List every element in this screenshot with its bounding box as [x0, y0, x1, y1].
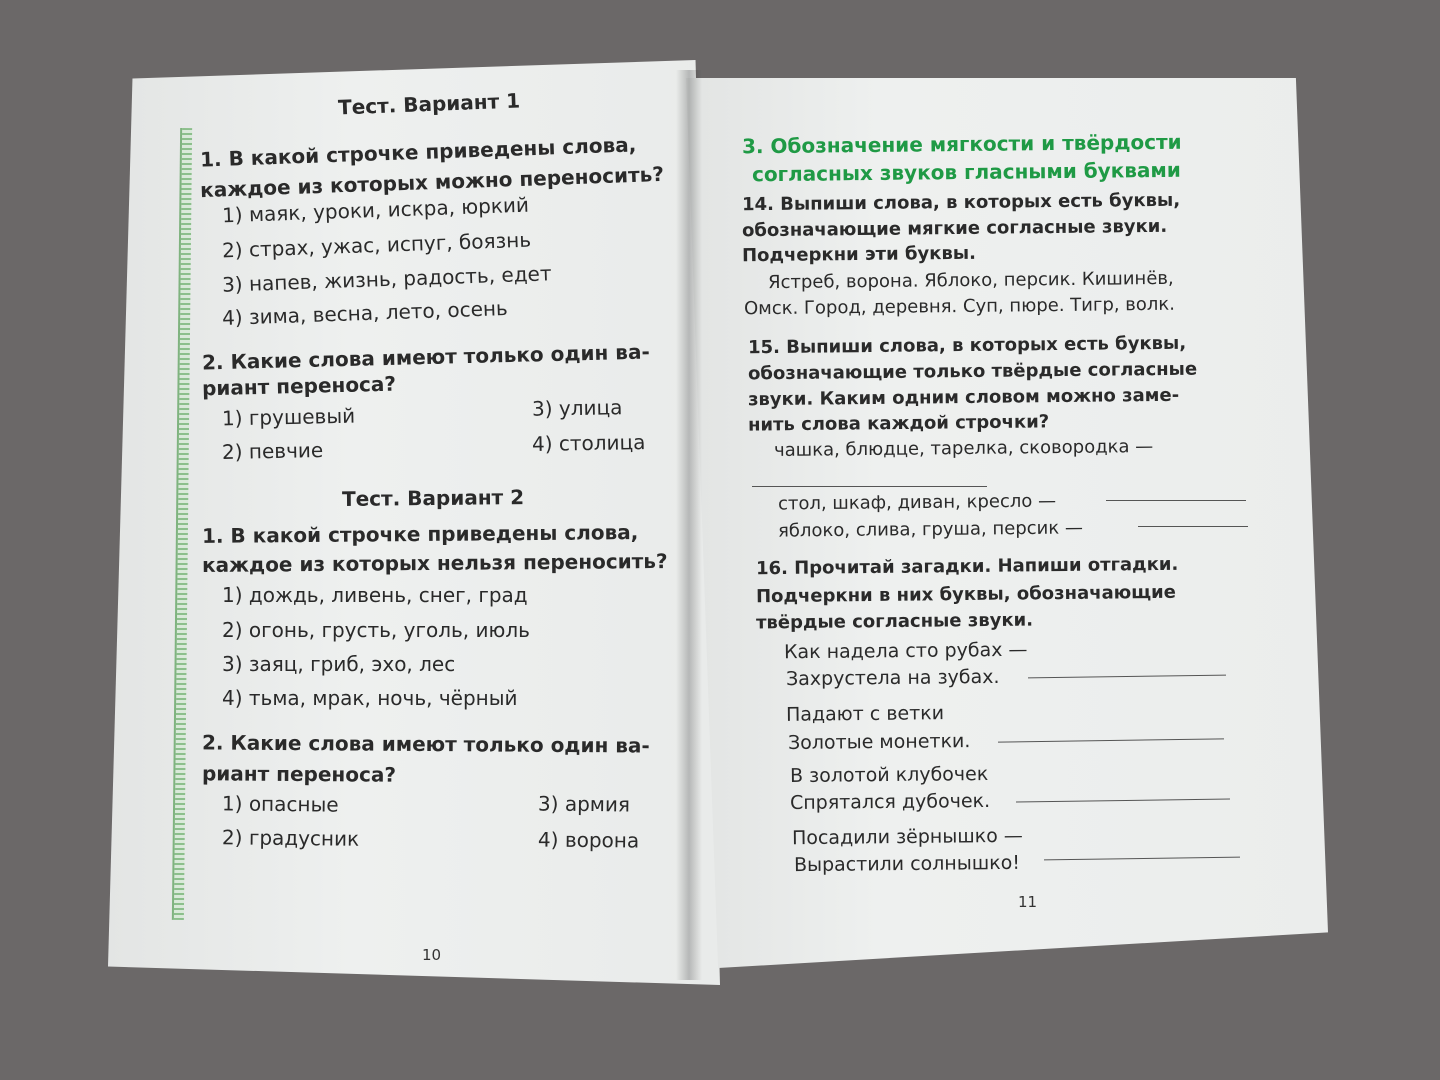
question-15: нить слова каждой строчки? [747, 411, 1050, 436]
riddle-line: Захрустела на зубах. [785, 665, 1000, 691]
v1-q2-option: 3) улица [531, 395, 623, 421]
v2-question-1: 1. В какой строчке приведены слова, [201, 520, 639, 548]
v1-question-2: риант переноса? [201, 371, 397, 401]
section-heading: 3. Обозначение мягкости и твёрдости [741, 129, 1182, 159]
v2-q2-option: 4) ворона [537, 827, 640, 853]
q15-row: яблоко, слива, груша, персик — [777, 517, 1084, 542]
q15-row: стол, шкаф, диван, кресло — [777, 490, 1057, 515]
q14-word-list: Ястреб, ворона. Яблоко, персик. Кишинёв, [767, 267, 1174, 294]
answer-blank [752, 486, 987, 487]
page-number-right: 11 [1018, 893, 1038, 911]
question-15: звуки. Каким одним словом можно заме- [747, 384, 1180, 411]
question-15: 15. Выпиши слова, в которых есть буквы, [747, 332, 1187, 359]
v2-q1-option: 2) огонь, грусть, уголь, июль [222, 618, 530, 642]
v2-question-2: риант переноса? [201, 761, 397, 787]
v2-q1-option: 3) заяц, гриб, эхо, лес [222, 652, 456, 676]
v1-q1-option: 3) напев, жизнь, радость, едет [221, 261, 552, 297]
question-14: Подчеркни эти буквы. [741, 242, 977, 267]
section-heading: согласных звуков гласными буквами [751, 157, 1181, 187]
answer-blank [1106, 500, 1246, 501]
question-16: Подчеркни в них буквы, обозначающие [755, 581, 1176, 608]
v1-q2-option: 4) столица [531, 430, 646, 456]
v2-q2-option: 1) опасные [221, 791, 339, 817]
riddle-line: Как надела сто рубах — [783, 638, 1028, 664]
question-16: твёрдые согласные звуки. [755, 609, 1034, 634]
answer-blank [1138, 526, 1248, 527]
question-16: 16. Прочитай загадки. Напиши отгадки. [755, 553, 1179, 580]
riddle-line: Золотые монетки. [787, 730, 971, 754]
riddle-line: Вырастили солнышко! [793, 851, 1020, 877]
riddle-line: Спрятался дубочек. [789, 789, 991, 815]
v1-question-1: 1. В какой строчке приведены слова, [199, 132, 637, 172]
question-15: обозначающие только твёрдые согласные [747, 358, 1198, 385]
question-14: обозначающие мягкие согласные звуки. [741, 215, 1168, 242]
v2-q1-option: 1) дождь, ливень, снег, град [222, 583, 528, 607]
q14-word-list: Омск. Город, деревня. Суп, пюре. Тигр, волк. [743, 293, 1176, 320]
v2-q2-option: 2) градусник [221, 825, 360, 851]
variant-2-title: Тест. Вариант 2 [341, 485, 525, 511]
v2-question-1: каждое из которых нельзя переносить? [201, 548, 668, 578]
v2-q1-option: 4) тьма, мрак, ночь, чёрный [222, 686, 518, 710]
v1-q1-option: 4) зима, весна, лето, осень [221, 296, 509, 330]
variant-1-title: Тест. Вариант 1 [337, 88, 521, 120]
riddle-line: Падают с ветки [785, 702, 945, 726]
v1-q1-option: 2) страх, ужас, испуг, боязнь [221, 227, 532, 263]
q15-row: чашка, блюдце, тарелка, сковородка — [773, 436, 1154, 461]
riddle-line: Посадили зёрнышко — [791, 824, 1023, 850]
v1-q2-option: 2) певчие [221, 437, 324, 465]
v1-q1-option: 1) маяк, уроки, искра, юркий [221, 192, 530, 228]
book-spine [676, 70, 702, 980]
v2-q2-option: 3) армия [537, 791, 631, 817]
v1-q2-option: 1) грушевый [221, 403, 356, 431]
page-number-left: 10 [422, 946, 442, 964]
v1-question-1: каждое из которых можно переносить? [199, 161, 665, 203]
question-14: 14. Выпиши слова, в которых есть буквы, [741, 189, 1181, 216]
v1-question-2: 2. Какие слова имеют только один ва- [201, 339, 650, 375]
v2-question-2: 2. Какие слова имеют только один ва- [201, 730, 650, 758]
riddle-line: В золотой клубочек [789, 762, 989, 788]
